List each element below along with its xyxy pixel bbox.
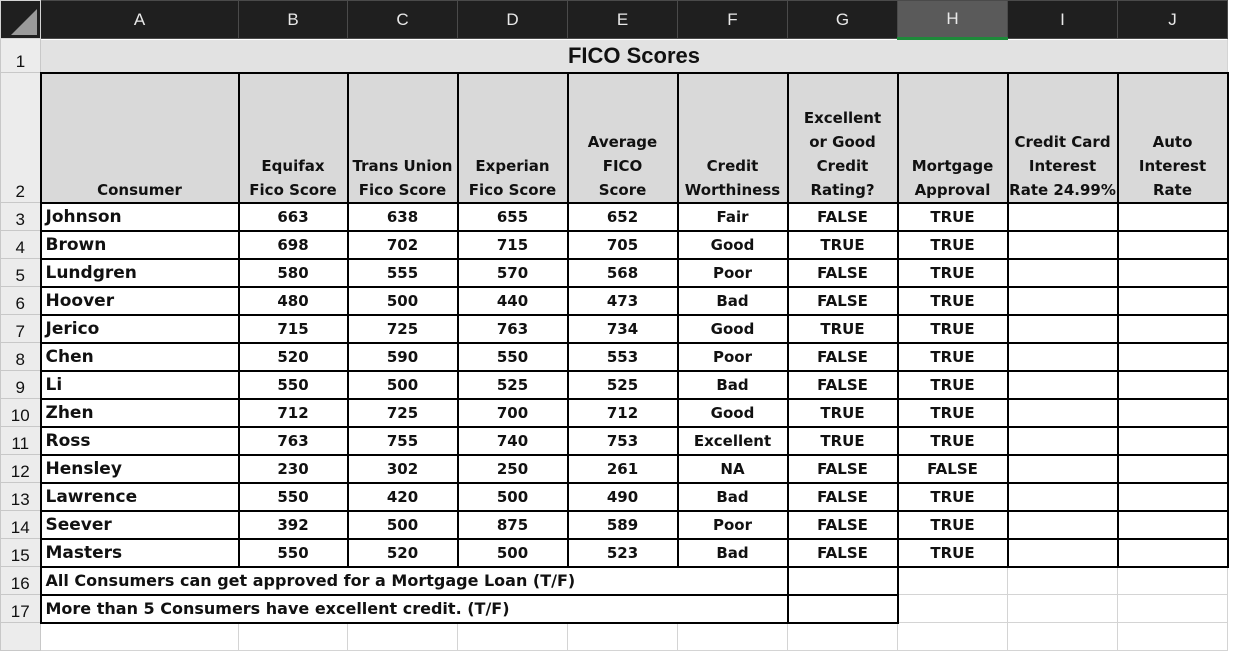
- cc-rate-cell[interactable]: [1008, 511, 1118, 539]
- average-cell[interactable]: 589: [568, 511, 678, 539]
- consumer-cell[interactable]: Seever: [41, 511, 239, 539]
- auto-rate-cell[interactable]: [1118, 511, 1228, 539]
- consumer-cell[interactable]: Hensley: [41, 455, 239, 483]
- transunion-cell[interactable]: 500: [348, 371, 458, 399]
- row-header-15[interactable]: 15: [1, 539, 41, 567]
- row-header-16[interactable]: 16: [1, 567, 41, 595]
- row-header-7[interactable]: 7: [1, 315, 41, 343]
- header-line: Fico Score: [468, 180, 557, 199]
- empty-cell[interactable]: [1008, 567, 1118, 595]
- column-header-a[interactable]: A: [41, 1, 239, 39]
- equifax-cell[interactable]: 550: [239, 539, 348, 567]
- average-cell[interactable]: 734: [568, 315, 678, 343]
- empty-cell[interactable]: [898, 567, 1008, 595]
- experian-cell[interactable]: 500: [458, 483, 568, 511]
- worthiness-cell[interactable]: Poor: [678, 511, 788, 539]
- equifax-cell[interactable]: 712: [239, 399, 348, 427]
- empty-cell[interactable]: [1118, 595, 1228, 623]
- average-cell[interactable]: 523: [568, 539, 678, 567]
- empty-cell[interactable]: [898, 623, 1008, 651]
- equifax-cell[interactable]: 715: [239, 315, 348, 343]
- rating-cell[interactable]: FALSE: [788, 483, 898, 511]
- row-header-5[interactable]: 5: [1, 259, 41, 287]
- header-line: Fico Score: [249, 180, 337, 199]
- average-cell[interactable]: 473: [568, 287, 678, 315]
- rating-cell[interactable]: TRUE: [788, 427, 898, 455]
- mortgage-cell[interactable]: TRUE: [898, 343, 1008, 371]
- transunion-cell[interactable]: 555: [348, 259, 458, 287]
- consumer-cell[interactable]: Hoover: [41, 287, 239, 315]
- consumer-cell[interactable]: Lundgren: [41, 259, 239, 287]
- rating-cell[interactable]: FALSE: [788, 455, 898, 483]
- equifax-cell[interactable]: 230: [239, 455, 348, 483]
- worthiness-cell[interactable]: Fair: [678, 203, 788, 231]
- column-title-c[interactable]: [348, 73, 458, 203]
- row-header-11[interactable]: 11: [1, 427, 41, 455]
- worthiness-cell[interactable]: Poor: [678, 259, 788, 287]
- rating-cell[interactable]: FALSE: [788, 539, 898, 567]
- equifax-cell[interactable]: 663: [239, 203, 348, 231]
- transunion-cell[interactable]: 725: [348, 399, 458, 427]
- experian-cell[interactable]: 525: [458, 371, 568, 399]
- auto-rate-cell[interactable]: [1118, 539, 1228, 567]
- consumer-cell[interactable]: Chen: [41, 343, 239, 371]
- column-header-j[interactable]: J: [1118, 1, 1228, 39]
- empty-cell[interactable]: [1118, 623, 1228, 651]
- rating-cell[interactable]: FALSE: [788, 343, 898, 371]
- transunion-cell[interactable]: 638: [348, 203, 458, 231]
- rating-cell[interactable]: TRUE: [788, 231, 898, 259]
- header-line: Equifax: [261, 156, 325, 175]
- header-line: Rate: [1152, 180, 1193, 199]
- empty-cell[interactable]: [568, 623, 678, 651]
- cc-rate-cell[interactable]: [1008, 231, 1118, 259]
- worthiness-cell[interactable]: Poor: [678, 343, 788, 371]
- rating-cell[interactable]: FALSE: [788, 287, 898, 315]
- auto-rate-cell[interactable]: [1118, 399, 1228, 427]
- header-line: or Good: [809, 132, 876, 151]
- worthiness-cell[interactable]: Good: [678, 315, 788, 343]
- auto-rate-cell[interactable]: [1118, 455, 1228, 483]
- experian-cell[interactable]: 250: [458, 455, 568, 483]
- auto-rate-cell[interactable]: [1118, 203, 1228, 231]
- experian-cell[interactable]: 500: [458, 539, 568, 567]
- mortgage-cell[interactable]: TRUE: [898, 511, 1008, 539]
- average-cell[interactable]: 753: [568, 427, 678, 455]
- header-line: Interest: [1028, 156, 1097, 175]
- column-title-a[interactable]: [41, 73, 239, 203]
- transunion-cell[interactable]: 590: [348, 343, 458, 371]
- average-cell[interactable]: 652: [568, 203, 678, 231]
- rating-cell[interactable]: FALSE: [788, 203, 898, 231]
- row-header-2[interactable]: 2: [1, 73, 41, 203]
- consumer-cell[interactable]: Brown: [41, 231, 239, 259]
- header-line: Excellent: [803, 108, 882, 127]
- mortgage-cell[interactable]: TRUE: [898, 427, 1008, 455]
- experian-cell[interactable]: 715: [458, 231, 568, 259]
- equifax-cell[interactable]: 698: [239, 231, 348, 259]
- row-header-8[interactable]: 8: [1, 343, 41, 371]
- experian-cell[interactable]: 440: [458, 287, 568, 315]
- average-cell[interactable]: 568: [568, 259, 678, 287]
- column-header-c[interactable]: C: [348, 1, 458, 39]
- cc-rate-cell[interactable]: [1008, 399, 1118, 427]
- experian-cell[interactable]: 700: [458, 399, 568, 427]
- header-line: Auto: [1152, 132, 1193, 151]
- column-header-b[interactable]: B: [239, 1, 348, 39]
- row-header-14[interactable]: 14: [1, 511, 41, 539]
- header-line: Score: [598, 180, 647, 199]
- empty-cell[interactable]: [458, 623, 568, 651]
- consumer-cell[interactable]: Jerico: [41, 315, 239, 343]
- mortgage-cell[interactable]: TRUE: [898, 483, 1008, 511]
- row-header-1[interactable]: 1: [1, 39, 41, 73]
- average-cell[interactable]: 712: [568, 399, 678, 427]
- consumer-cell[interactable]: Lawrence: [41, 483, 239, 511]
- experian-cell[interactable]: 763: [458, 315, 568, 343]
- column-title-d[interactable]: [458, 73, 568, 203]
- rating-cell[interactable]: TRUE: [788, 399, 898, 427]
- empty-cell[interactable]: [898, 595, 1008, 623]
- mortgage-cell[interactable]: TRUE: [898, 259, 1008, 287]
- select-all-corner[interactable]: [1, 1, 41, 39]
- cc-rate-cell[interactable]: [1008, 287, 1118, 315]
- consumer-cell[interactable]: Zhen: [41, 399, 239, 427]
- transunion-cell[interactable]: 500: [348, 511, 458, 539]
- column-header-i[interactable]: I: [1008, 1, 1118, 39]
- header-line: FICO: [602, 156, 643, 175]
- cc-rate-cell[interactable]: [1008, 315, 1118, 343]
- experian-cell[interactable]: 875: [458, 511, 568, 539]
- select-all-triangle-icon: [11, 9, 37, 35]
- transunion-cell[interactable]: 420: [348, 483, 458, 511]
- column-header-g[interactable]: G: [788, 1, 898, 39]
- transunion-cell[interactable]: 702: [348, 231, 458, 259]
- row-header-10[interactable]: 10: [1, 399, 41, 427]
- row-header-9[interactable]: 9: [1, 371, 41, 399]
- column-title-i[interactable]: [1008, 73, 1118, 203]
- mortgage-cell[interactable]: TRUE: [898, 203, 1008, 231]
- empty-cell[interactable]: [1008, 595, 1118, 623]
- transunion-cell[interactable]: 302: [348, 455, 458, 483]
- cc-rate-cell[interactable]: [1008, 427, 1118, 455]
- equifax-cell[interactable]: 480: [239, 287, 348, 315]
- experian-cell[interactable]: 740: [458, 427, 568, 455]
- worthiness-cell[interactable]: NA: [678, 455, 788, 483]
- auto-rate-cell[interactable]: [1118, 287, 1228, 315]
- row-header-partial[interactable]: [1, 623, 41, 651]
- row-header-3[interactable]: 3: [1, 203, 41, 231]
- mortgage-cell[interactable]: TRUE: [898, 231, 1008, 259]
- experian-cell[interactable]: 655: [458, 203, 568, 231]
- header-line: Credit: [706, 156, 759, 175]
- column-title-f[interactable]: [678, 73, 788, 203]
- header-line: Mortgage: [911, 156, 994, 175]
- header-line: Credit Card: [1014, 132, 1111, 151]
- worthiness-cell[interactable]: Bad: [678, 483, 788, 511]
- equifax-cell[interactable]: 580: [239, 259, 348, 287]
- cc-rate-cell[interactable]: [1008, 371, 1118, 399]
- empty-cell[interactable]: [1008, 623, 1118, 651]
- rating-cell[interactable]: FALSE: [788, 259, 898, 287]
- header-line: Approval: [914, 180, 991, 199]
- auto-rate-cell[interactable]: [1118, 371, 1228, 399]
- header-line: Worthiness: [684, 180, 781, 199]
- row-header-13[interactable]: 13: [1, 483, 41, 511]
- cc-rate-cell[interactable]: [1008, 343, 1118, 371]
- question-answer-cell[interactable]: [788, 567, 898, 595]
- average-cell[interactable]: 261: [568, 455, 678, 483]
- sheet-title[interactable]: FICO Scores: [41, 39, 1228, 73]
- row-header-12[interactable]: 12: [1, 455, 41, 483]
- row-header-4[interactable]: 4: [1, 231, 41, 259]
- mortgage-cell[interactable]: TRUE: [898, 287, 1008, 315]
- worthiness-cell[interactable]: Excellent: [678, 427, 788, 455]
- auto-rate-cell[interactable]: [1118, 343, 1228, 371]
- worthiness-cell[interactable]: Bad: [678, 287, 788, 315]
- question-answer-cell[interactable]: [788, 595, 898, 623]
- equifax-cell[interactable]: 520: [239, 343, 348, 371]
- transunion-cell[interactable]: 755: [348, 427, 458, 455]
- cc-rate-cell[interactable]: [1008, 455, 1118, 483]
- rating-cell[interactable]: FALSE: [788, 371, 898, 399]
- auto-rate-cell[interactable]: [1118, 231, 1228, 259]
- column-header-f[interactable]: F: [678, 1, 788, 39]
- auto-rate-cell[interactable]: [1118, 315, 1228, 343]
- worthiness-cell[interactable]: Good: [678, 399, 788, 427]
- mortgage-cell[interactable]: TRUE: [898, 315, 1008, 343]
- mortgage-cell[interactable]: TRUE: [898, 539, 1008, 567]
- experian-cell[interactable]: 550: [458, 343, 568, 371]
- header-line: Credit: [816, 156, 869, 175]
- header-line: Fico Score: [358, 180, 447, 199]
- auto-rate-cell[interactable]: [1118, 483, 1228, 511]
- empty-cell[interactable]: [788, 623, 898, 651]
- equifax-cell[interactable]: 550: [239, 483, 348, 511]
- cc-rate-cell[interactable]: [1008, 539, 1118, 567]
- auto-rate-cell[interactable]: [1118, 427, 1228, 455]
- header-line: Trans Union: [352, 156, 453, 175]
- column-title-h[interactable]: [898, 73, 1008, 203]
- cc-rate-cell[interactable]: [1008, 259, 1118, 287]
- transunion-cell[interactable]: 725: [348, 315, 458, 343]
- column-header-d[interactable]: D: [458, 1, 568, 39]
- empty-cell[interactable]: [239, 623, 348, 651]
- consumer-cell[interactable]: Masters: [41, 539, 239, 567]
- question-text[interactable]: More than 5 Consumers have excellent credit. (T/F): [41, 595, 788, 623]
- header-line: Rate 24.99%: [1009, 180, 1116, 199]
- consumer-cell[interactable]: Ross: [41, 427, 239, 455]
- mortgage-cell[interactable]: TRUE: [898, 371, 1008, 399]
- header-line: Experian: [475, 156, 550, 175]
- equifax-cell[interactable]: 550: [239, 371, 348, 399]
- transunion-cell[interactable]: 520: [348, 539, 458, 567]
- worthiness-cell[interactable]: Good: [678, 231, 788, 259]
- column-title-e[interactable]: [568, 73, 678, 203]
- column-title-j[interactable]: [1118, 73, 1228, 203]
- consumer-cell[interactable]: Li: [41, 371, 239, 399]
- auto-rate-cell[interactable]: [1118, 259, 1228, 287]
- empty-cell[interactable]: [678, 623, 788, 651]
- average-cell[interactable]: 705: [568, 231, 678, 259]
- rating-cell[interactable]: TRUE: [788, 315, 898, 343]
- empty-cell[interactable]: [1118, 567, 1228, 595]
- transunion-cell[interactable]: 500: [348, 287, 458, 315]
- experian-cell[interactable]: 570: [458, 259, 568, 287]
- mortgage-cell[interactable]: TRUE: [898, 399, 1008, 427]
- empty-cell[interactable]: [348, 623, 458, 651]
- equifax-cell[interactable]: 763: [239, 427, 348, 455]
- header-line: Consumer: [97, 180, 182, 199]
- average-cell[interactable]: 553: [568, 343, 678, 371]
- mortgage-cell[interactable]: FALSE: [898, 455, 1008, 483]
- column-title-g[interactable]: [788, 73, 898, 203]
- header-line: Average: [587, 132, 658, 151]
- worthiness-cell[interactable]: Bad: [678, 539, 788, 567]
- worthiness-cell[interactable]: Bad: [678, 371, 788, 399]
- question-text[interactable]: All Consumers can get approved for a Mortgage Loan (T/F): [41, 567, 788, 595]
- empty-cell[interactable]: [41, 623, 239, 651]
- cc-rate-cell[interactable]: [1008, 483, 1118, 511]
- equifax-cell[interactable]: 392: [239, 511, 348, 539]
- header-line: Interest: [1138, 156, 1207, 175]
- header-line: Rating?: [810, 180, 875, 199]
- consumer-cell[interactable]: Johnson: [41, 203, 239, 231]
- cc-rate-cell[interactable]: [1008, 203, 1118, 231]
- row-header-6[interactable]: 6: [1, 287, 41, 315]
- row-header-17[interactable]: 17: [1, 595, 41, 623]
- column-header-h[interactable]: H: [898, 1, 1008, 39]
- column-header-e[interactable]: E: [568, 1, 678, 39]
- average-cell[interactable]: 490: [568, 483, 678, 511]
- average-cell[interactable]: 525: [568, 371, 678, 399]
- column-title-b[interactable]: [239, 73, 348, 203]
- rating-cell[interactable]: FALSE: [788, 511, 898, 539]
